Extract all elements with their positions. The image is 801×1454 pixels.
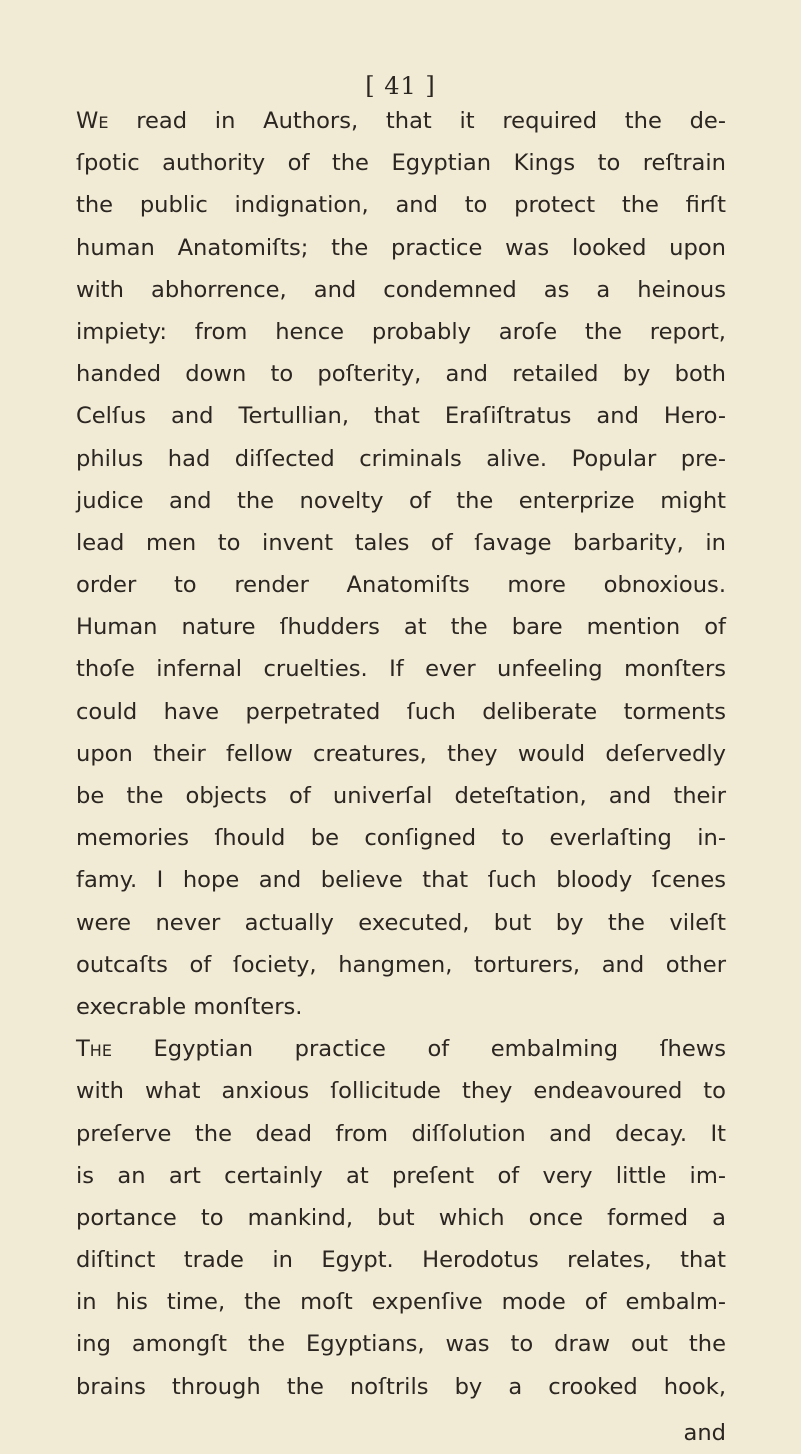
text-line-7: handed down to poſterity, and retailed by both [76, 361, 726, 388]
text-line-18: memories ſhould be conſigned to everlaſting in- [76, 825, 726, 852]
text-line-29: in his time, the moſt expenſive mode of embalm- [76, 1289, 726, 1316]
text-line-17: be the objects of univerſal deteſtation, and their [76, 783, 726, 809]
text-line-5: with abhorrence, and condemned as a heinous [76, 276, 726, 303]
text-line-30: ing amongſt the Egyptians, was to draw out the [76, 1331, 726, 1358]
text-line-8: Celſus and Tertullian, that Eraſiſtratus and Hero- [76, 403, 726, 430]
text-line-24: with what anxious ſollicitude they endeavoured to [76, 1078, 726, 1105]
text-line-16: upon their fellow creatures, they would deſervedly [76, 740, 726, 767]
text-line-22: execrable monſters. [76, 993, 303, 1020]
text-line-2: ſpotic authority of the Egyptian Kings to reſtrain [76, 150, 726, 177]
text-line-23: The Egyptian practice of embalming ſhews [76, 1036, 726, 1063]
text-line-1: We read in Authors, that it required the de- [76, 108, 726, 134]
text-line-3: the public indignation, and to protect the firſt [76, 192, 726, 219]
text-line-15: could have perpetrated ſuch deliberate torments [76, 698, 726, 725]
text-line-12: order to render Anatomiſts more obnoxious. [76, 572, 726, 599]
text-line-31: brains through the noſtrils by a crooked hook, [76, 1373, 726, 1400]
body-text [76, 100, 726, 1454]
text-line-11: lead men to invent tales of ſavage barbarity, in [76, 529, 726, 556]
text-line-26: is an art certainly at preſent of very little im- [76, 1162, 726, 1189]
text-line-28: diſtinct trade in Egypt. Herodotus relates, that [76, 1247, 726, 1274]
text-line-21: outcaſts of ſociety, hangmen, torturers, and other [76, 951, 726, 978]
text-line-9: philus had diſſected criminals alive. Popular pre- [76, 445, 726, 472]
catchword: and [683, 1419, 726, 1446]
text-line-6: impiety: from hence probably aroſe the report, [76, 318, 726, 345]
text-line-4: human Anatomiſts; the practice was looked upon [76, 234, 726, 261]
page-number-header: [ 41 ] [365, 72, 436, 100]
text-line-25: preſerve the dead from diſſolution and decay. It [76, 1120, 726, 1147]
text-line-14: thoſe infernal cruelties. If ever unfeeling monſters [76, 656, 726, 683]
text-line-19: famy. I hope and believe that ſuch bloody ſcenes [76, 867, 726, 894]
text-line-10: judice and the novelty of the enterprize might [76, 487, 726, 514]
text-line-20: were never actually executed, but by the vileſt [76, 909, 726, 936]
text-line-13: Human nature ſhudders at the bare mention of [76, 614, 726, 641]
text-line-27: portance to mankind, but which once formed a [76, 1204, 726, 1231]
